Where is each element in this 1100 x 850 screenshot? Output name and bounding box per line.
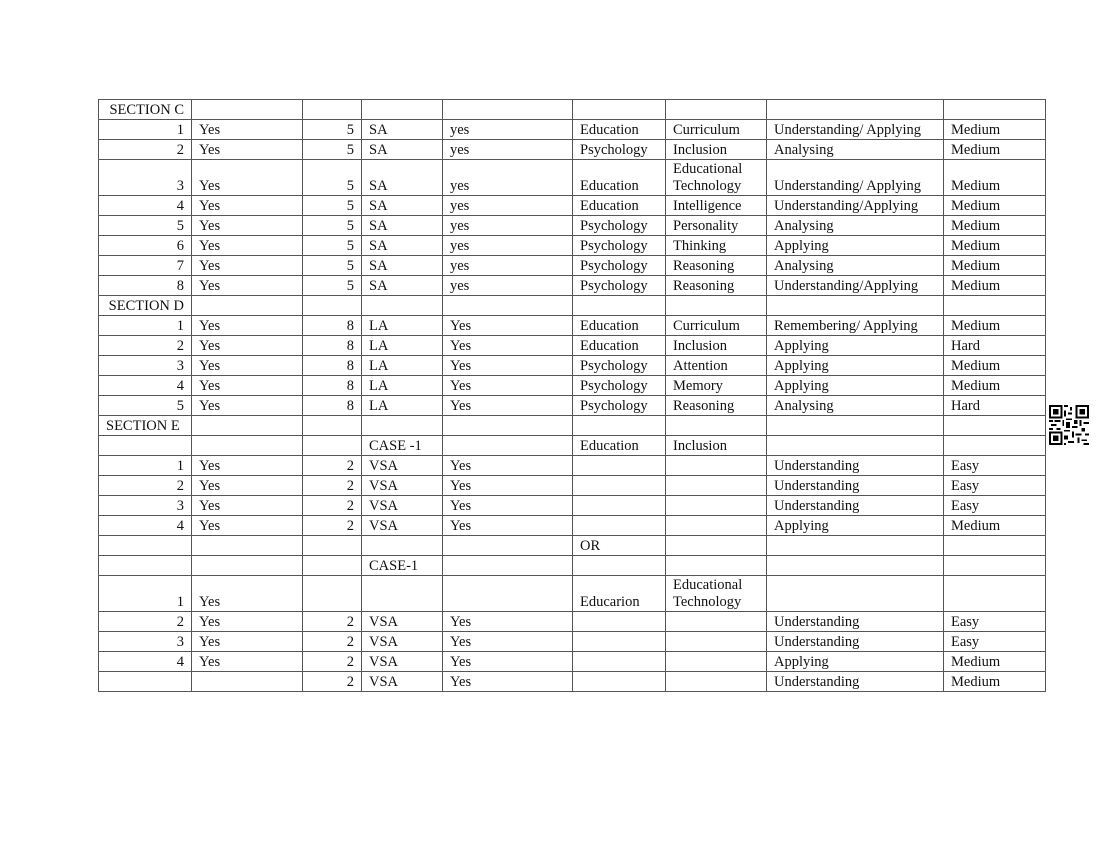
table-cell: Medium [944, 236, 1046, 256]
table-cell: 2 [303, 496, 362, 516]
table-cell [666, 556, 767, 576]
table-cell: Understanding [767, 672, 944, 692]
table-cell: 5 [303, 160, 362, 196]
table-cell: 4 [99, 652, 192, 672]
table-cell: Applying [767, 236, 944, 256]
table-cell: Yes [192, 256, 303, 276]
table-cell: Yes [192, 216, 303, 236]
table-cell [362, 536, 443, 556]
table-cell: Yes [192, 396, 303, 416]
table-cell: VSA [362, 612, 443, 632]
table-cell: Remembering/ Applying [767, 316, 944, 336]
table-cell [303, 576, 362, 612]
table-cell: Yes [192, 236, 303, 256]
table-cell: 8 [303, 316, 362, 336]
table-cell: 3 [99, 160, 192, 196]
table-row [99, 436, 1046, 456]
table-cell [362, 296, 443, 316]
table-cell: 5 [303, 120, 362, 140]
table-cell [303, 100, 362, 120]
table-row [99, 496, 1046, 516]
table-cell: Intelligence [666, 196, 767, 216]
table-cell [443, 436, 573, 456]
table-cell: Medium [944, 652, 1046, 672]
table-cell: Yes [192, 140, 303, 160]
table-cell: Understanding [767, 612, 944, 632]
table-cell: Yes [192, 336, 303, 356]
table-cell: 2 [303, 652, 362, 672]
table-cell [303, 556, 362, 576]
table-cell: Yes [192, 456, 303, 476]
table-cell: Yes [443, 456, 573, 476]
table-cell [666, 536, 767, 556]
table-cell [443, 100, 573, 120]
table-cell: 5 [303, 216, 362, 236]
table-cell: Understanding/Applying [767, 196, 944, 216]
table-cell: Psychology [573, 396, 666, 416]
table-row [99, 376, 1046, 396]
table-cell: Understanding [767, 496, 944, 516]
table-cell [767, 556, 944, 576]
section-heading: SECTION C [99, 100, 192, 120]
table-cell: Reasoning [666, 396, 767, 416]
table-row [99, 652, 1046, 672]
table-cell: 4 [99, 376, 192, 396]
table-cell [362, 416, 443, 436]
table-cell [573, 296, 666, 316]
table-cell: Medium [944, 140, 1046, 160]
table-cell: Inclusion [666, 336, 767, 356]
table-cell: 5 [303, 196, 362, 216]
table-cell: Yes [192, 276, 303, 296]
table-cell: Understanding [767, 632, 944, 652]
table-cell: Yes [443, 396, 573, 416]
table-cell: Education [573, 336, 666, 356]
blueprint-table [98, 99, 1046, 692]
table-cell: VSA [362, 496, 443, 516]
table-cell [666, 296, 767, 316]
table-cell: Curriculum [666, 120, 767, 140]
table-row [99, 396, 1046, 416]
table-cell: Medium [944, 160, 1046, 196]
table-row [99, 536, 1046, 556]
table-cell [666, 100, 767, 120]
table-cell: Easy [944, 496, 1046, 516]
table-cell [99, 536, 192, 556]
table-cell [192, 100, 303, 120]
table-cell: Reasoning [666, 276, 767, 296]
table-row [99, 216, 1046, 236]
table-cell: Reasoning [666, 256, 767, 276]
table-cell: Yes [443, 376, 573, 396]
table-cell: LA [362, 376, 443, 396]
table-cell: Education [573, 160, 666, 196]
table-cell: 8 [303, 376, 362, 396]
table-cell: Easy [944, 612, 1046, 632]
table-cell: LA [362, 336, 443, 356]
table-cell: Education [573, 436, 666, 456]
table-cell: Applying [767, 516, 944, 536]
table-cell: Psychology [573, 356, 666, 376]
table-cell [573, 632, 666, 652]
table-cell: Easy [944, 456, 1046, 476]
table-cell: Yes [192, 160, 303, 196]
table-cell: Analysing [767, 256, 944, 276]
table-cell: Applying [767, 336, 944, 356]
table-row [99, 632, 1046, 652]
section-heading: SECTION D [99, 296, 192, 316]
table-cell: yes [443, 140, 573, 160]
table-cell [443, 576, 573, 612]
table-row [99, 356, 1046, 376]
table-row [99, 576, 1046, 612]
table-cell: CASE -1 [362, 436, 443, 456]
table-cell: 5 [303, 276, 362, 296]
table-cell: VSA [362, 632, 443, 652]
table-cell: Education [573, 316, 666, 336]
table-cell [443, 556, 573, 576]
table-cell: Yes [443, 476, 573, 496]
table-cell: Easy [944, 476, 1046, 496]
table-cell: Psychology [573, 256, 666, 276]
table-cell: Yes [192, 652, 303, 672]
table-cell: 2 [303, 456, 362, 476]
table-cell: SA [362, 160, 443, 196]
table-cell: 2 [303, 612, 362, 632]
table-cell: yes [443, 276, 573, 296]
table-cell: SA [362, 236, 443, 256]
table-cell: SA [362, 216, 443, 236]
table-row [99, 160, 1046, 196]
table-cell: Yes [443, 612, 573, 632]
table-cell: Psychology [573, 140, 666, 160]
table-cell: VSA [362, 456, 443, 476]
table-cell: Analysing [767, 140, 944, 160]
table-cell [944, 576, 1046, 612]
table-cell: Medium [944, 120, 1046, 140]
table-cell [99, 436, 192, 456]
table-cell: Psychology [573, 216, 666, 236]
table-cell [573, 556, 666, 576]
table-row [99, 236, 1046, 256]
table-cell: Hard [944, 396, 1046, 416]
table-cell: Thinking [666, 236, 767, 256]
table-cell [666, 632, 767, 652]
table-cell: Medium [944, 256, 1046, 276]
table-cell: 1 [99, 576, 192, 612]
table-cell: 2 [303, 516, 362, 536]
table-cell [362, 100, 443, 120]
table-cell: 5 [303, 236, 362, 256]
table-cell: Medium [944, 516, 1046, 536]
table-cell: 2 [303, 476, 362, 496]
table-row [99, 336, 1046, 356]
table-cell: 4 [99, 196, 192, 216]
table-cell [767, 436, 944, 456]
table-cell: SA [362, 276, 443, 296]
table-cell: Psychology [573, 376, 666, 396]
table-cell: Understanding/ Applying [767, 160, 944, 196]
table-cell: yes [443, 256, 573, 276]
table-row [99, 140, 1046, 160]
table-row [99, 456, 1046, 476]
table-cell: 1 [99, 316, 192, 336]
table-cell [767, 100, 944, 120]
table-cell [944, 416, 1046, 436]
table-cell [666, 416, 767, 436]
table-cell: Yes [192, 120, 303, 140]
table-cell: SA [362, 256, 443, 276]
table-cell [192, 536, 303, 556]
table-cell: Yes [443, 496, 573, 516]
table-cell [192, 436, 303, 456]
table-cell: VSA [362, 516, 443, 536]
table-cell: Yes [443, 356, 573, 376]
table-cell: Yes [192, 612, 303, 632]
table-cell [443, 296, 573, 316]
table-cell: Medium [944, 672, 1046, 692]
table-cell [192, 416, 303, 436]
table-cell [99, 672, 192, 692]
table-cell: Medium [944, 216, 1046, 236]
table-cell: VSA [362, 476, 443, 496]
table-cell: Understanding/Applying [767, 276, 944, 296]
table-cell: Attention [666, 356, 767, 376]
table-cell [573, 456, 666, 476]
table-cell: OR [573, 536, 666, 556]
table-cell: 4 [99, 516, 192, 536]
table-cell: yes [443, 216, 573, 236]
table-cell [99, 556, 192, 576]
table-cell [666, 456, 767, 476]
table-cell [944, 436, 1046, 456]
table-cell: LA [362, 396, 443, 416]
table-cell: Understanding/ Applying [767, 120, 944, 140]
table-cell [192, 556, 303, 576]
table-cell: Easy [944, 632, 1046, 652]
table-cell [666, 476, 767, 496]
table-row [99, 256, 1046, 276]
qr-code-icon [1049, 405, 1089, 445]
table-cell [944, 100, 1046, 120]
table-cell: Medium [944, 376, 1046, 396]
table-cell [303, 296, 362, 316]
table-cell: Yes [443, 632, 573, 652]
table-cell: 3 [99, 356, 192, 376]
table-row [99, 276, 1046, 296]
table-cell: yes [443, 196, 573, 216]
table-row [99, 516, 1046, 536]
table-cell: Education [573, 196, 666, 216]
table-cell: Yes [443, 316, 573, 336]
table-row [99, 476, 1046, 496]
table-cell: 8 [303, 396, 362, 416]
table-cell: 5 [99, 216, 192, 236]
table-cell: 8 [303, 356, 362, 376]
table-cell [767, 576, 944, 612]
table-cell: 2 [99, 140, 192, 160]
table-cell: 1 [99, 120, 192, 140]
table-cell [192, 296, 303, 316]
table-row [99, 612, 1046, 632]
table-cell: CASE-1 [362, 556, 443, 576]
table-cell: Understanding [767, 456, 944, 476]
table-cell: 7 [99, 256, 192, 276]
table-cell: Inclusion [666, 436, 767, 456]
table-cell [573, 476, 666, 496]
table-cell [666, 652, 767, 672]
table-cell: 2 [99, 476, 192, 496]
table-cell [944, 556, 1046, 576]
table-cell: 5 [303, 140, 362, 160]
table-cell [362, 576, 443, 612]
table-cell: Applying [767, 652, 944, 672]
table-cell: Educational Technology [666, 576, 767, 612]
table-cell [767, 296, 944, 316]
table-cell [573, 612, 666, 632]
table-cell: VSA [362, 652, 443, 672]
table-cell [666, 612, 767, 632]
table-cell: Yes [443, 672, 573, 692]
table-cell: yes [443, 236, 573, 256]
table-cell [303, 416, 362, 436]
table-cell: Applying [767, 376, 944, 396]
table-cell: Yes [192, 632, 303, 652]
table-cell [443, 536, 573, 556]
table-cell: Personality [666, 216, 767, 236]
table-cell: Yes [192, 516, 303, 536]
table-cell [573, 672, 666, 692]
table-row [99, 316, 1046, 336]
table-cell: Psychology [573, 236, 666, 256]
section-heading-row [99, 296, 1046, 316]
table-cell: 3 [99, 496, 192, 516]
table-cell: 6 [99, 236, 192, 256]
table-cell [192, 672, 303, 692]
table-row [99, 556, 1046, 576]
table-cell [767, 536, 944, 556]
table-cell [573, 652, 666, 672]
table-cell: Medium [944, 276, 1046, 296]
table-cell: Yes [192, 316, 303, 336]
table-cell [767, 416, 944, 436]
table-row [99, 120, 1046, 140]
table-cell: Analysing [767, 396, 944, 416]
table-cell: 1 [99, 456, 192, 476]
table-cell: 2 [99, 612, 192, 632]
table-cell: Medium [944, 316, 1046, 336]
table-cell: Hard [944, 336, 1046, 356]
table-cell [573, 516, 666, 536]
table-cell: yes [443, 160, 573, 196]
table-cell: Medium [944, 356, 1046, 376]
table-cell: Understanding [767, 476, 944, 496]
table-cell: VSA [362, 672, 443, 692]
table-cell [573, 416, 666, 436]
table-cell: LA [362, 316, 443, 336]
table-cell: Memory [666, 376, 767, 396]
table-cell: Medium [944, 196, 1046, 216]
table-cell: 5 [303, 256, 362, 276]
table-cell: SA [362, 196, 443, 216]
table-cell: Yes [192, 356, 303, 376]
table-cell: yes [443, 120, 573, 140]
table-cell: Analysing [767, 216, 944, 236]
table-row [99, 196, 1046, 216]
table-cell: 8 [303, 336, 362, 356]
table-cell [303, 436, 362, 456]
table-cell [666, 516, 767, 536]
table-cell [944, 296, 1046, 316]
table-cell [303, 536, 362, 556]
table-cell [666, 672, 767, 692]
table-cell: 3 [99, 632, 192, 652]
table-cell: Yes [192, 496, 303, 516]
table-cell: LA [362, 356, 443, 376]
table-cell [666, 496, 767, 516]
table-cell [573, 100, 666, 120]
table-row [99, 672, 1046, 692]
table-cell: SA [362, 120, 443, 140]
table-cell: Yes [192, 576, 303, 612]
table-cell: Inclusion [666, 140, 767, 160]
table-cell [573, 496, 666, 516]
table-cell: 2 [303, 632, 362, 652]
table-cell: Yes [443, 516, 573, 536]
table-cell: Yes [192, 196, 303, 216]
table-cell: Educational Technology [666, 160, 767, 196]
table-cell: Yes [443, 336, 573, 356]
table-cell: Curriculum [666, 316, 767, 336]
section-heading-row [99, 100, 1046, 120]
table-cell: Applying [767, 356, 944, 376]
section-heading: SECTION E [99, 416, 192, 436]
table-cell: 5 [99, 396, 192, 416]
table-cell: Yes [192, 476, 303, 496]
table-cell [944, 536, 1046, 556]
section-heading-row [99, 416, 1046, 436]
table-cell: SA [362, 140, 443, 160]
table-cell: Yes [443, 652, 573, 672]
table-cell: 2 [303, 672, 362, 692]
table-cell: 8 [99, 276, 192, 296]
table-cell: Yes [192, 376, 303, 396]
table-cell: 2 [99, 336, 192, 356]
table-cell: Psychology [573, 276, 666, 296]
table-cell: Educarion [573, 576, 666, 612]
table-cell: Education [573, 120, 666, 140]
table-cell [443, 416, 573, 436]
